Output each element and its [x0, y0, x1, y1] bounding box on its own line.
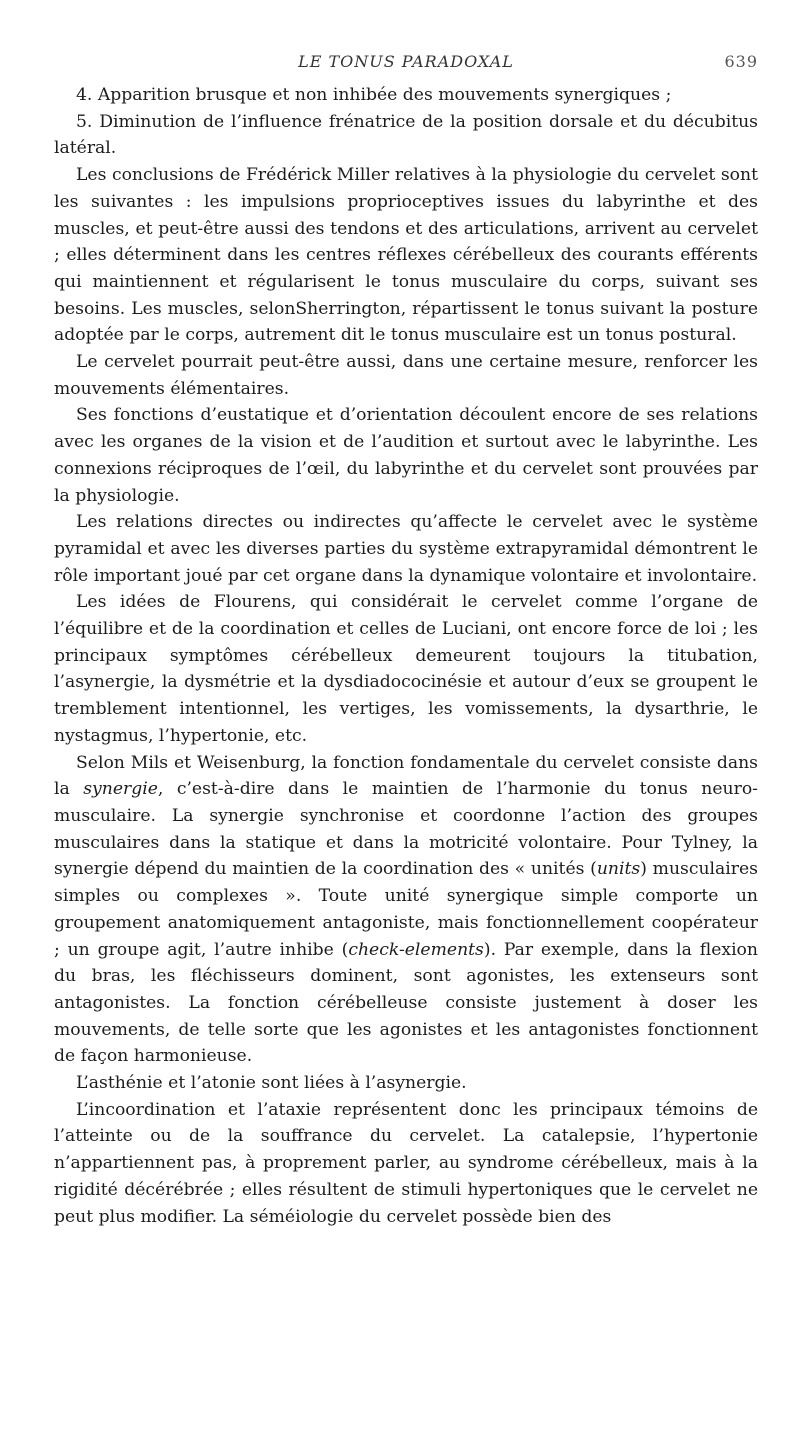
text-run: ) musculaires simples ou complexes ». Toute unité synergique simple comporte un groupement anatomiquement antagoniste, mais fonctionnellement coopérateur ; un groupe agit, l’autre inhibe (: [54, 859, 758, 960]
paragraph-incoordination: L’incoordination et l’ataxie représentent donc les principaux témoins de l’atteinte ou de la souffrance du cervelet. La catalepsie, l’hypertonie n’appartiennent pas, à proprement parler, au syndrome cérébelleux, mais à la rigidité décérébrée ; elles résultent de stimuli hypertoniques que le cervelet ne peut plus modifier. La séméiologie du cervelet possède bien des: [54, 1099, 758, 1227]
running-head: [54, 48, 758, 82]
paragraph-flourens: Les idées de Flourens, qui considérait le cervelet comme l’organe de l’équilibre et de la coordination et celles de Luciani, ont encore force de loi ; les principaux symptômes cérébelleux demeurent toujours la titubation, l’asynergie, la dysmétrie et la dysdiadococinésie et autour d’eux se groupent le tremblement intentionnel, les vertiges, les vomissements, la dysarthrie, le nystagmus, l’hypertonie, etc.: [54, 592, 758, 746]
text-run: Selon Mils et Weisenburg, la fonction fondamentale du cervelet consiste dans la: [54, 752, 758, 800]
paragraph-eustatique: Ses fonctions d’eustatique et d’orientation découlent encore de ses relations avec les organes de la vision et de l’audition et surtout avec le labyrinthe. Les connexions réciproques de l’œil, du labyrinthe et du cervelet sont prouvées par la physiologie.: [54, 405, 758, 506]
text-run: ). Par exemple, dans la flexion du bras, les fléchisseurs dominent, sont agonistes, les extenseurs sont antagonistes. La fonction cérébelleuse consiste justement à doser les mouvements, de telle sorte que les agonistes et les antagonistes fonctionnent de façon harmonieuse.: [54, 939, 758, 1067]
page: [54, 48, 758, 1230]
paragraph-item-5: 5. Diminution de l’influence frénatrice de la position dorsale et du décubitus latéral.: [54, 111, 758, 159]
body-text: [54, 82, 758, 1230]
paragraph-asthenie: L’asthénie et l’atonie sont liées à l’asynergie.: [76, 1073, 467, 1094]
italic-term-units: units: [596, 859, 641, 880]
italic-term-synergie: synergie: [83, 779, 158, 800]
italic-term-check-elements: check-elements: [348, 939, 484, 960]
text-run: , c’est-à-dire dans le maintien de l’harmonie du tonus neuro-musculaire. La synergie synchronise et coordonne l’action des groupes musculaires dans la statique et dans la motricité volontaire. Pour Tylney, la synergie dépend du maintien de la coordination des « unités (: [54, 779, 758, 880]
paragraph-relations-pyramidal: Les relations directes ou indirectes qu’affecte le cervelet avec le système pyramidal et avec les diverses parties du système extrapyramidal démontrent le rôle important joué par cet organe dans la dynamique volontaire et involontaire.: [54, 512, 758, 586]
paragraph-miller-conclusions: Les conclusions de Frédérick Miller relatives à la physiologie du cervelet sont les suivantes : les impulsions proprioceptives issues du labyrinthe et des muscles, et peut-être aussi des tendons et des articulations, arrivent au cervelet ; elles déterminent dans les centres réflexes cérébelleux des courants efférents qui maintiennent et régularisent le tonus musculaire du corps, suivant ses besoins. Les muscles, selonSherrington, répartissent le tonus suivant la posture adoptée par le corps, autrement dit le tonus musculaire est un tonus postural.: [54, 165, 758, 346]
paragraph-mils-weisenburg: [54, 750, 758, 1070]
paragraph-item-4: 4. Apparition brusque et non inhibée des mouvements synergiques ;: [76, 85, 672, 105]
running-head-title: LE TONUS PARADOXAL: [298, 52, 514, 71]
paragraph-cervelet-renforcer: Le cervelet pourrait peut-être aussi, dans une certaine mesure, renforcer les mouvements élémentaires.: [54, 352, 758, 399]
page-number: 639: [724, 52, 758, 71]
